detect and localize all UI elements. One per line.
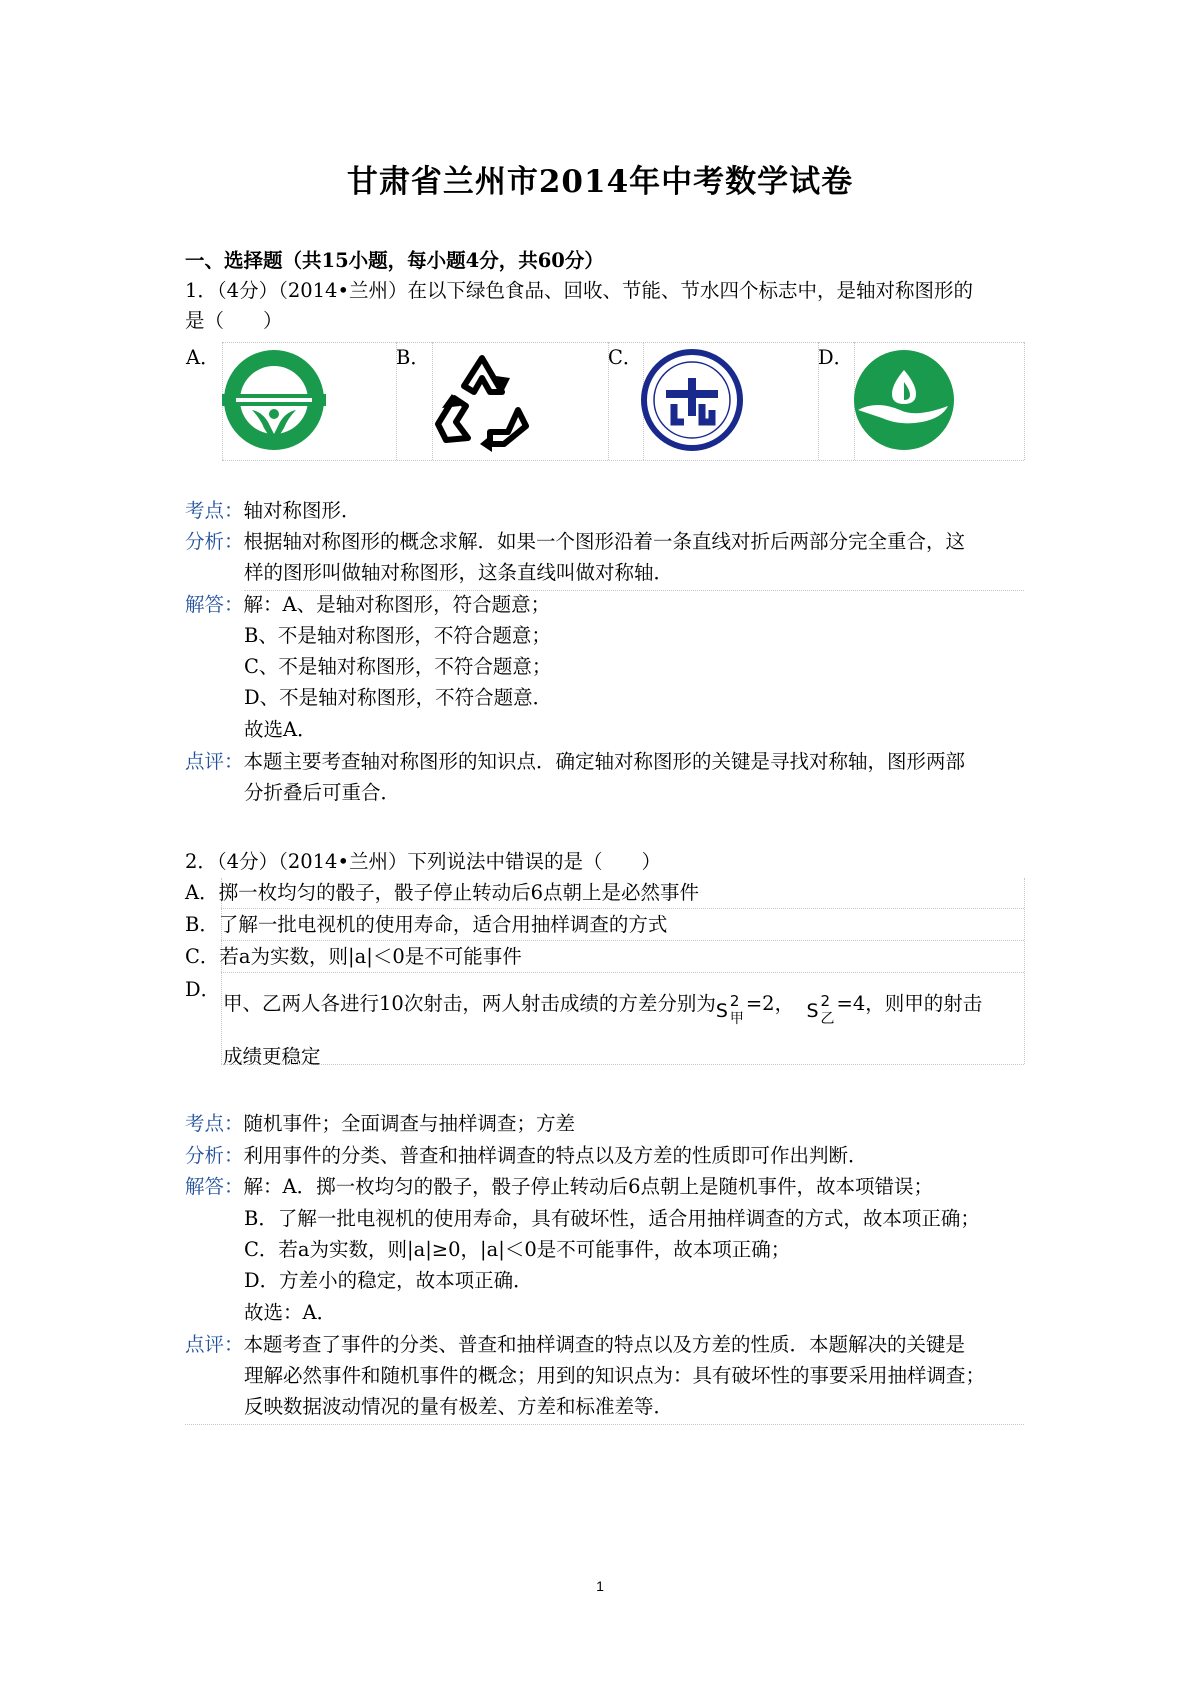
q2-jieda-line: 故选：A． xyxy=(244,1301,337,1324)
page-title: 甘肃省兰州市2014年中考数学试卷 xyxy=(346,164,854,200)
variance-exponent: 2 xyxy=(820,991,831,1010)
fenxi-text: 利用事件的分类、普查和抽样调查的特点以及方差的性质即可作出判断． xyxy=(243,1144,868,1167)
q2-option-a xyxy=(185,878,699,908)
kaodian-label: 考点： xyxy=(185,499,244,522)
water-saving-logo xyxy=(852,348,956,452)
green-food-logo xyxy=(222,348,326,452)
q1-kaodian xyxy=(185,496,361,526)
q2-option-d-line1 xyxy=(223,989,983,1027)
variance-yi xyxy=(806,990,836,1027)
q2-option-d-label: D． xyxy=(185,978,221,1001)
jieda-label: 解答： xyxy=(185,593,244,616)
q2-fenxi xyxy=(185,1141,868,1171)
q1-jieda-line: D、不是轴对称图形，不符合题意． xyxy=(244,686,553,709)
variance-jia xyxy=(715,990,746,1027)
q1-stem-line1: 1．（4分）（2014•兰州）在以下绿色食品、回收、节能、节水四个标志中，是轴对称图形的 xyxy=(185,279,973,302)
page-number: 1 xyxy=(596,1578,604,1594)
jieda-line: 解：A．掷一枚均匀的骰子，骰子停止转动后6点朝上是随机事件，故本项错误； xyxy=(243,1175,934,1198)
jieda-label: 解答： xyxy=(185,1175,244,1198)
q2-stem: 2．（4分）（2014•兰州）下列说法中错误的是（ ） xyxy=(185,850,661,873)
q2-options-rule xyxy=(221,908,1024,909)
fenxi-text: 根据轴对称图形的概念求解．如果一个图形沿着一条直线对折后两部分完全重合，这 xyxy=(243,530,966,553)
kaodian-label: 考点： xyxy=(185,1112,244,1135)
variance-exponent: 2 xyxy=(729,991,740,1010)
q2-option-b-text: 了解一批电视机的使用寿命，适合用抽样调查的方式 xyxy=(218,913,668,936)
q1-fenxi xyxy=(185,527,965,557)
jieda-line: 解：A、是轴对称图形，符合题意； xyxy=(243,593,551,616)
q2-options-rule xyxy=(221,940,1024,941)
q1-jieda xyxy=(185,590,550,620)
q2-option-a-text: 掷一枚均匀的骰子，骰子停止转动后6点朝上是必然事件 xyxy=(218,881,700,904)
q2-kaodian xyxy=(185,1109,575,1139)
q1-dianping-line2: 分折叠后可重合． xyxy=(244,781,401,804)
q1-options-divider xyxy=(1024,342,1025,460)
q1-option-b-label: B． xyxy=(396,346,430,369)
q2-jieda-line: D．方差小的稳定，故本项正确． xyxy=(244,1269,533,1292)
q2-dianping-line: 反映数据波动情况的量有极差、方差和标准差等． xyxy=(244,1395,674,1418)
q2-end-rule xyxy=(185,1424,1024,1425)
q2-option-d-text: 甲、乙两人各进行10次射击，两人射击成绩的方差分别为 xyxy=(223,992,716,1015)
q1-jieda-line: 故选A． xyxy=(244,718,317,741)
q2-option-c-label: C． xyxy=(185,945,220,968)
q2-option-a-label: A． xyxy=(185,881,219,904)
kaodian-text: 轴对称图形． xyxy=(243,499,361,522)
q1-option-d-label: D． xyxy=(818,346,854,369)
q2-jieda-line: B．了解一批电视机的使用寿命，具有破坏性，适合用抽样调查的方式，故本项正确； xyxy=(244,1207,980,1230)
q2-option-c xyxy=(185,942,522,972)
q1-jieda-line: B、不是轴对称图形，不符合题意； xyxy=(244,624,551,647)
q2-options-rule xyxy=(221,972,1024,973)
q2-options-rule xyxy=(221,1064,1024,1065)
q2-option-c-text: 若a为实数，则|a|＜0是不可能事件 xyxy=(219,945,522,968)
q2-option-b-label: B． xyxy=(185,913,219,936)
fenxi-label: 分析： xyxy=(185,530,244,553)
q1-option-c-label: C． xyxy=(608,346,643,369)
energy-saving-logo xyxy=(640,348,744,452)
dianping-label: 点评： xyxy=(185,1333,244,1356)
variance-subscript: 乙 xyxy=(820,1010,835,1027)
dianping-label: 点评： xyxy=(185,750,244,773)
q1-fenxi-line2: 样的图形叫做轴对称图形，这条直线叫做对称轴． xyxy=(244,561,674,584)
variance-symbol: S xyxy=(715,999,728,1022)
kaodian-text: 随机事件；全面调查与抽样调查；方差 xyxy=(243,1112,576,1135)
variance-yi-value: =4，则甲的射击 xyxy=(836,992,983,1015)
q2-jieda xyxy=(185,1172,933,1202)
fenxi-label: 分析： xyxy=(185,1144,244,1167)
section-heading: 一、选择题（共15小题，每小题4分，共60分） xyxy=(185,249,604,272)
q1-jieda-line: C、不是轴对称图形，不符合题意； xyxy=(244,655,552,678)
dianping-text: 本题考查了事件的分类、普查和抽样调查的特点以及方差的性质．本题解决的关键是 xyxy=(243,1333,966,1356)
q1-stem-line2: 是（ ） xyxy=(185,309,283,332)
q1-option-a-label: A． xyxy=(186,346,220,369)
variance-symbol: S xyxy=(806,999,819,1022)
variance-subscript: 甲 xyxy=(729,1010,744,1027)
variance-jia-value: =2， xyxy=(745,992,795,1015)
recycle-logo xyxy=(430,348,534,452)
q2-dianping-line: 理解必然事件和随机事件的概念；用到的知识点为：具有破坏性的事要采用抽样调查； xyxy=(244,1364,986,1387)
q1-options-bottom-border xyxy=(222,460,1024,461)
q2-options-divider xyxy=(1024,878,1025,1064)
q2-jieda-line: C．若a为实数，则|a|≥0，|a|＜0是不可能事件，故本项正确； xyxy=(244,1238,791,1261)
q2-option-b xyxy=(185,910,667,940)
q2-option-d-line2: 成绩更稳定 xyxy=(223,1045,321,1068)
dianping-text: 本题主要考查轴对称图形的知识点．确定轴对称图形的关键是寻找对称轴，图形两部 xyxy=(243,750,966,773)
q2-dianping xyxy=(185,1330,965,1360)
q1-dianping xyxy=(185,747,965,777)
